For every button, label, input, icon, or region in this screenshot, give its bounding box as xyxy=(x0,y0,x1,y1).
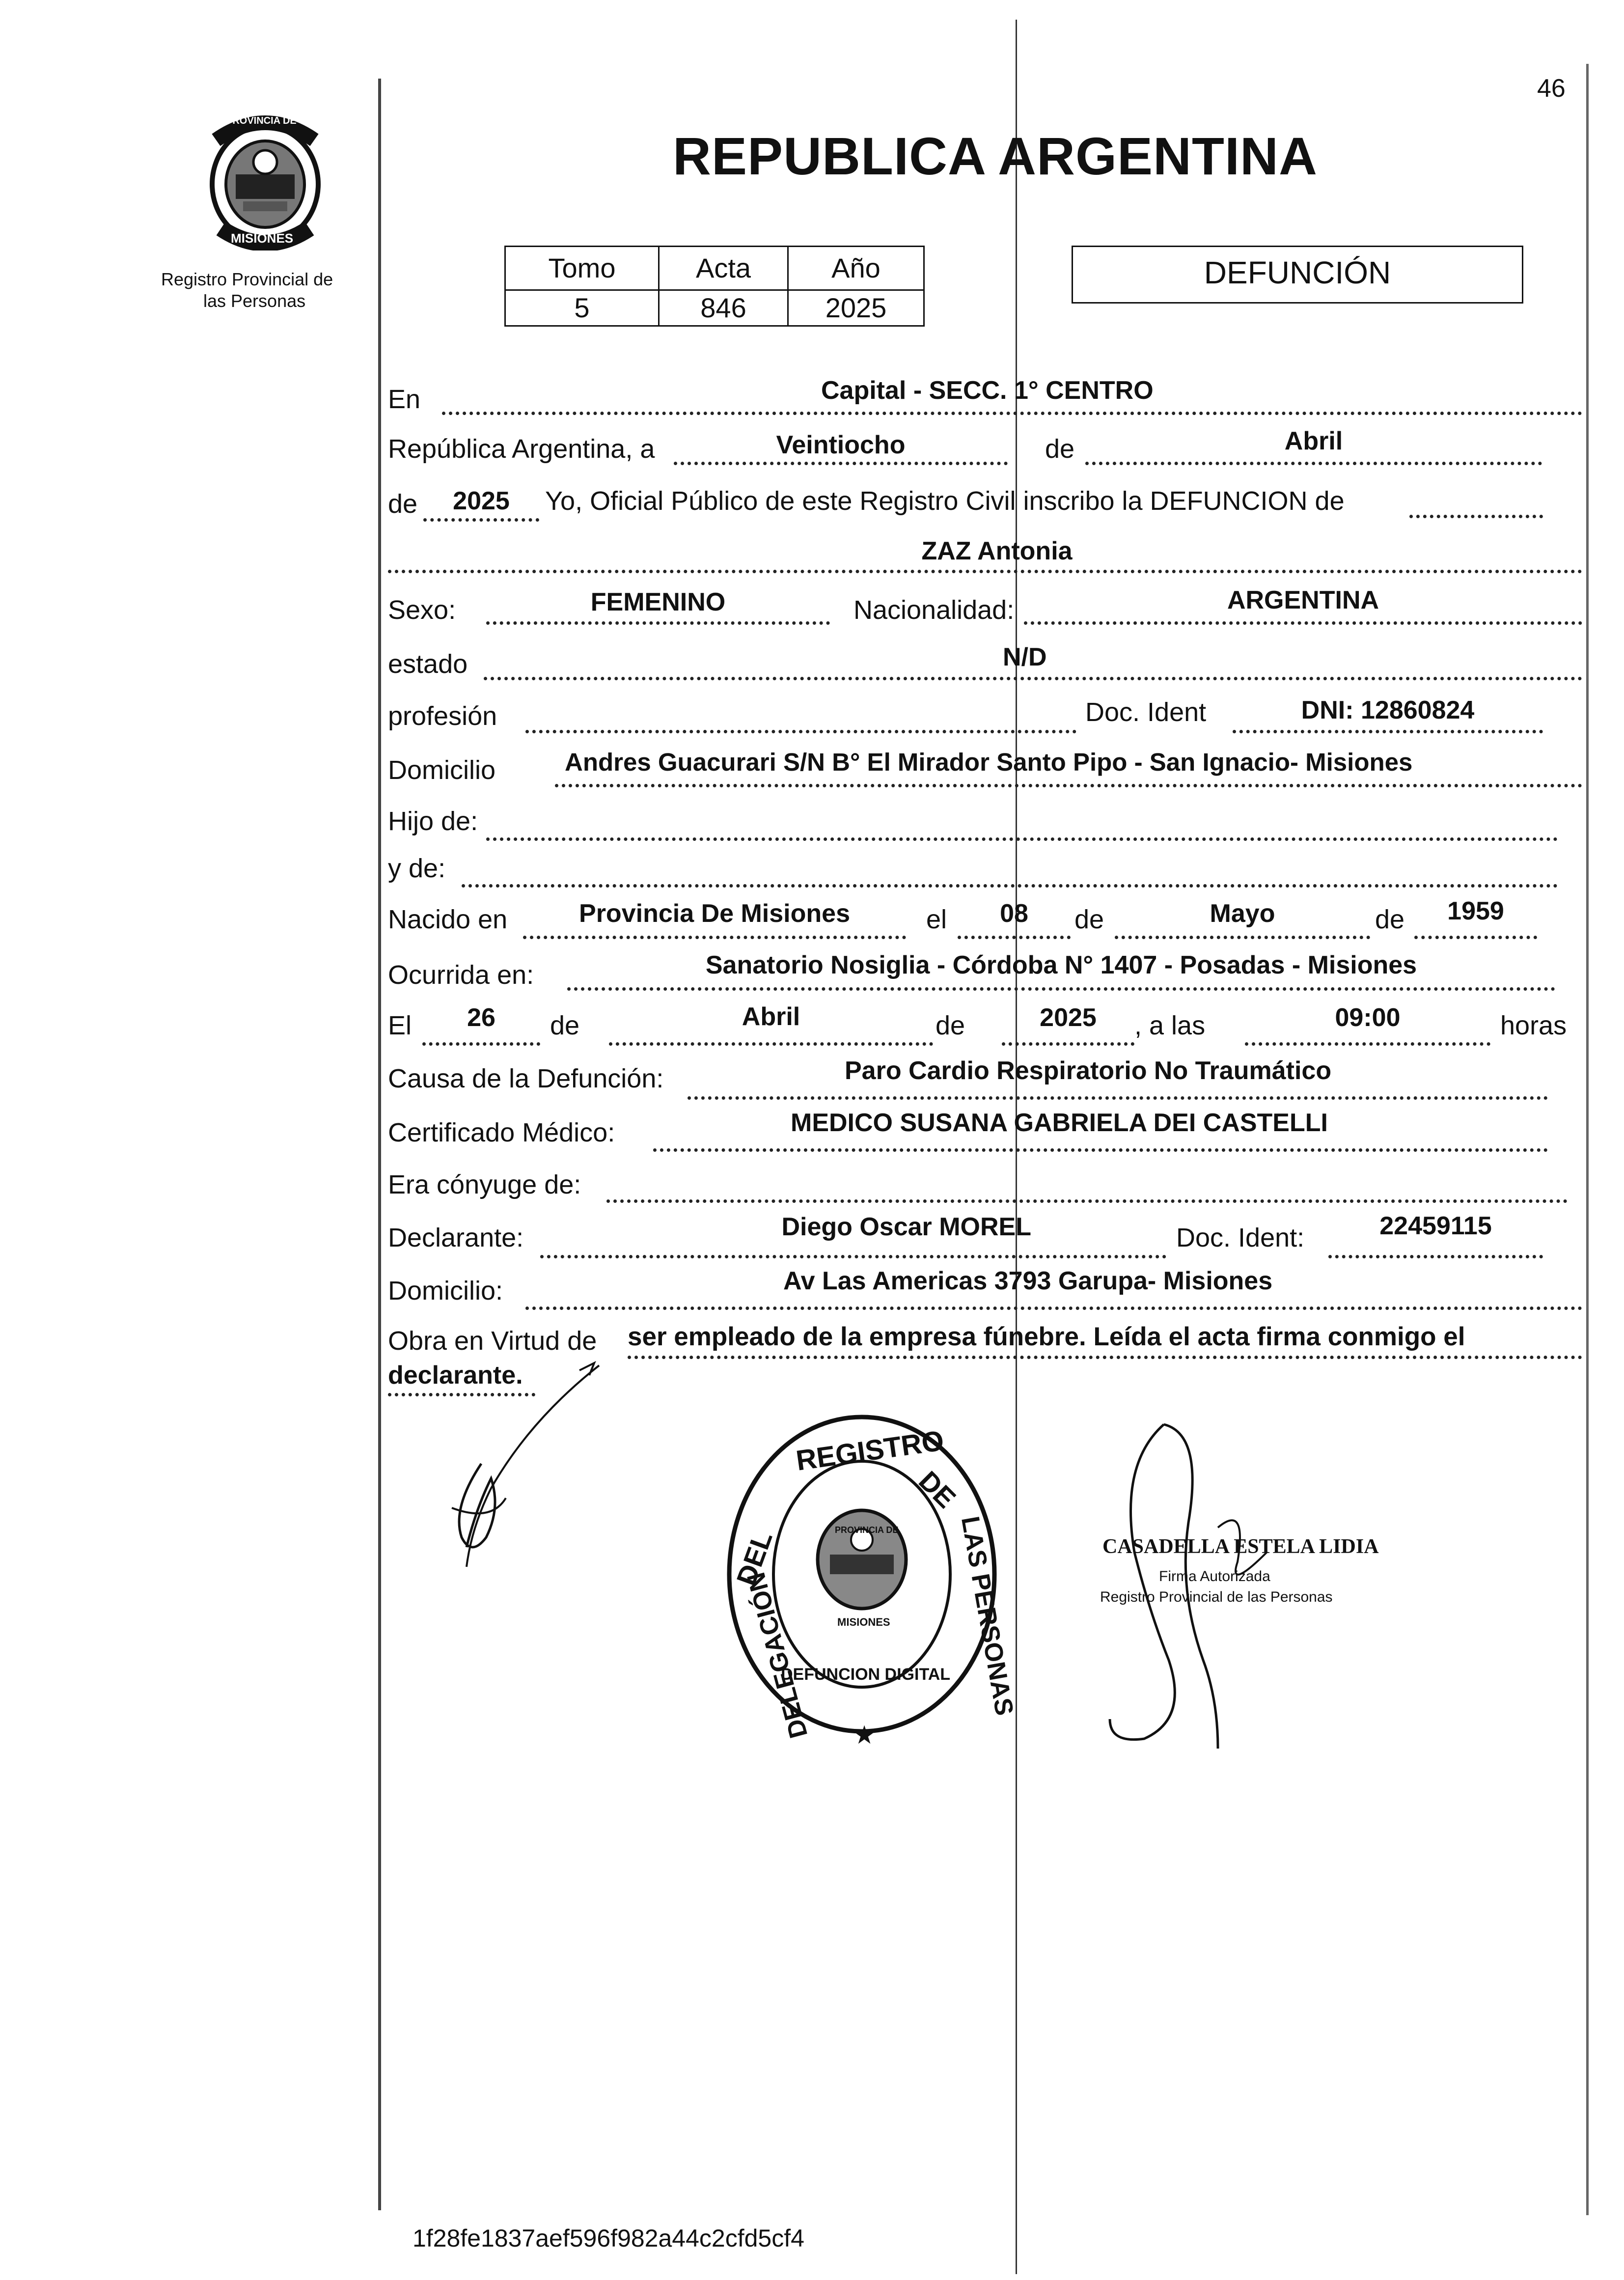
label-conyuge: Era cónyuge de: xyxy=(388,1170,581,1199)
label-nacionalidad: Nacionalidad: xyxy=(853,595,1015,625)
logo-text-bottom: MISIONES xyxy=(231,231,294,246)
provincia-de-misiones-seal-icon xyxy=(196,111,334,250)
label-en: En xyxy=(388,385,421,414)
label-y-de: y de: xyxy=(388,854,446,883)
table-header-anio: Año xyxy=(787,246,925,291)
value-nombre: ZAZ Antonia xyxy=(921,537,1073,565)
stamp-text-right: LAS PERSONAS xyxy=(955,1514,1019,1718)
table-value-acta: 846 xyxy=(658,289,789,327)
label-sexo: Sexo: xyxy=(388,595,456,625)
value-estado: N/D xyxy=(1003,643,1047,671)
label-hijo-de: Hijo de: xyxy=(388,806,478,836)
stamp-text-left: DELEGACIÓN xyxy=(742,1569,814,1741)
value-mes: Abril xyxy=(1284,427,1343,455)
value-nac-mes: Mayo xyxy=(1210,899,1275,928)
label-domicilio-declarante: Domicilio: xyxy=(388,1276,503,1306)
label-de-death-year: de xyxy=(936,1011,965,1040)
officer-title: Firma Autorizada xyxy=(1159,1568,1270,1585)
right-margin-line xyxy=(1586,64,1589,2215)
value-sexo: FEMENINO xyxy=(590,588,726,616)
registry-name-line2: las Personas xyxy=(203,291,306,311)
svg-text:★: ★ xyxy=(853,1721,876,1750)
value-anio: 2025 xyxy=(453,487,510,515)
stamp-seal-text-top: PROVINCIA DE xyxy=(835,1525,899,1535)
page-number: 46 xyxy=(1537,74,1566,103)
value-domicilio: Andres Guacurari S/N B° El Mirador Santo Pipo - San Ignacio- Misiones xyxy=(565,748,1413,776)
stamp-text-top: REGISTRO xyxy=(794,1424,946,1477)
label-doc-ident-declarante: Doc. Ident: xyxy=(1176,1223,1305,1252)
label-declarante: Declarante: xyxy=(388,1223,524,1252)
label-certificado: Certificado Médico: xyxy=(388,1118,615,1147)
label-republica: República Argentina, a xyxy=(388,434,655,464)
value-declarante-doc: 22459115 xyxy=(1379,1212,1492,1240)
label-domicilio: Domicilio xyxy=(388,755,496,785)
value-obra-2: declarante. xyxy=(388,1361,523,1390)
label-de-birth-year: de xyxy=(1375,905,1405,934)
table-value-tomo: 5 xyxy=(504,289,660,327)
table-header-acta: Acta xyxy=(658,246,789,291)
page-title: REPUBLICA ARGENTINA xyxy=(673,126,1318,186)
logo-text-top: PROVINCIA DE xyxy=(226,115,297,126)
label-de-birth-month: de xyxy=(1074,905,1104,934)
label-de-death-month: de xyxy=(550,1011,580,1040)
stamp-text-right-top: DE xyxy=(913,1465,962,1514)
value-obra-1: ser empleado de la empresa fúnebre. Leída el acta firma conmigo el xyxy=(628,1322,1465,1351)
stamp-text-left-top: DEL xyxy=(730,1527,778,1589)
act-type-box: DEFUNCIÓN xyxy=(1072,246,1523,304)
fold-line xyxy=(1016,20,1017,2274)
value-nacido-en: Provincia De Misiones xyxy=(579,899,850,928)
value-nacionalidad: ARGENTINA xyxy=(1227,586,1379,614)
label-el: el xyxy=(926,905,947,934)
value-certificado: MEDICO SUSANA GABRIELA DEI CASTELLI xyxy=(791,1109,1328,1137)
stamp-text-inner: DEFUNCION DIGITAL xyxy=(781,1665,951,1684)
value-dia: Veintiocho xyxy=(776,431,906,459)
value-nac-dia: 08 xyxy=(1000,899,1028,928)
value-ocurrida-en: Sanatorio Nosiglia - Córdoba N° 1407 - Posadas - Misiones xyxy=(705,951,1417,979)
label-a-las: , a las xyxy=(1134,1011,1206,1040)
value-dni: DNI: 12860824 xyxy=(1301,696,1475,724)
officer-name: CASADELLA ESTELA LIDIA xyxy=(1102,1535,1379,1558)
label-obra: Obra en Virtud de xyxy=(388,1326,597,1356)
label-el-death: El xyxy=(388,1011,412,1040)
left-margin-line xyxy=(378,79,381,2210)
registry-name-line1: Registro Provincial de xyxy=(161,269,333,289)
value-def-mes: Abril xyxy=(742,1002,800,1031)
value-causa: Paro Cardio Respiratorio No Traumático xyxy=(845,1057,1332,1085)
value-def-dia: 26 xyxy=(467,1003,495,1032)
value-def-anio: 2025 xyxy=(1040,1003,1097,1032)
label-nacido-en: Nacido en xyxy=(388,905,508,934)
label-doc-ident: Doc. Ident xyxy=(1085,697,1207,727)
value-nac-anio: 1959 xyxy=(1447,897,1504,925)
table-value-anio: 2025 xyxy=(787,289,925,327)
label-de: de xyxy=(1045,434,1075,464)
value-declarante: Diego Oscar MOREL xyxy=(781,1213,1031,1241)
declarant-signature-icon xyxy=(432,1361,609,1572)
label-ocurrida-en: Ocurrida en: xyxy=(388,960,534,990)
officer-office: Registro Provincial de las Personas xyxy=(1100,1589,1333,1605)
value-declarante-domicilio: Av Las Americas 3793 Garupa- Misiones xyxy=(783,1267,1273,1295)
value-lugar: Capital - SECC. 1° CENTRO xyxy=(821,376,1154,405)
label-horas: horas xyxy=(1500,1011,1567,1040)
value-def-hora: 09:00 xyxy=(1335,1003,1401,1032)
label-estado: estado xyxy=(388,649,468,679)
label-oficial: Yo, Oficial Público de este Registro Civil inscribo la DEFUNCION de xyxy=(545,486,1345,516)
label-de-year: de xyxy=(388,489,418,519)
label-profesion: profesión xyxy=(388,701,497,731)
stamp-seal-text-bottom: MISIONES xyxy=(837,1616,890,1628)
label-causa: Causa de la Defunción: xyxy=(388,1064,664,1093)
table-header-tomo: Tomo xyxy=(504,246,660,291)
document-hash: 1f28fe1837aef596f982a44c2cfd5cf4 xyxy=(413,2224,804,2252)
